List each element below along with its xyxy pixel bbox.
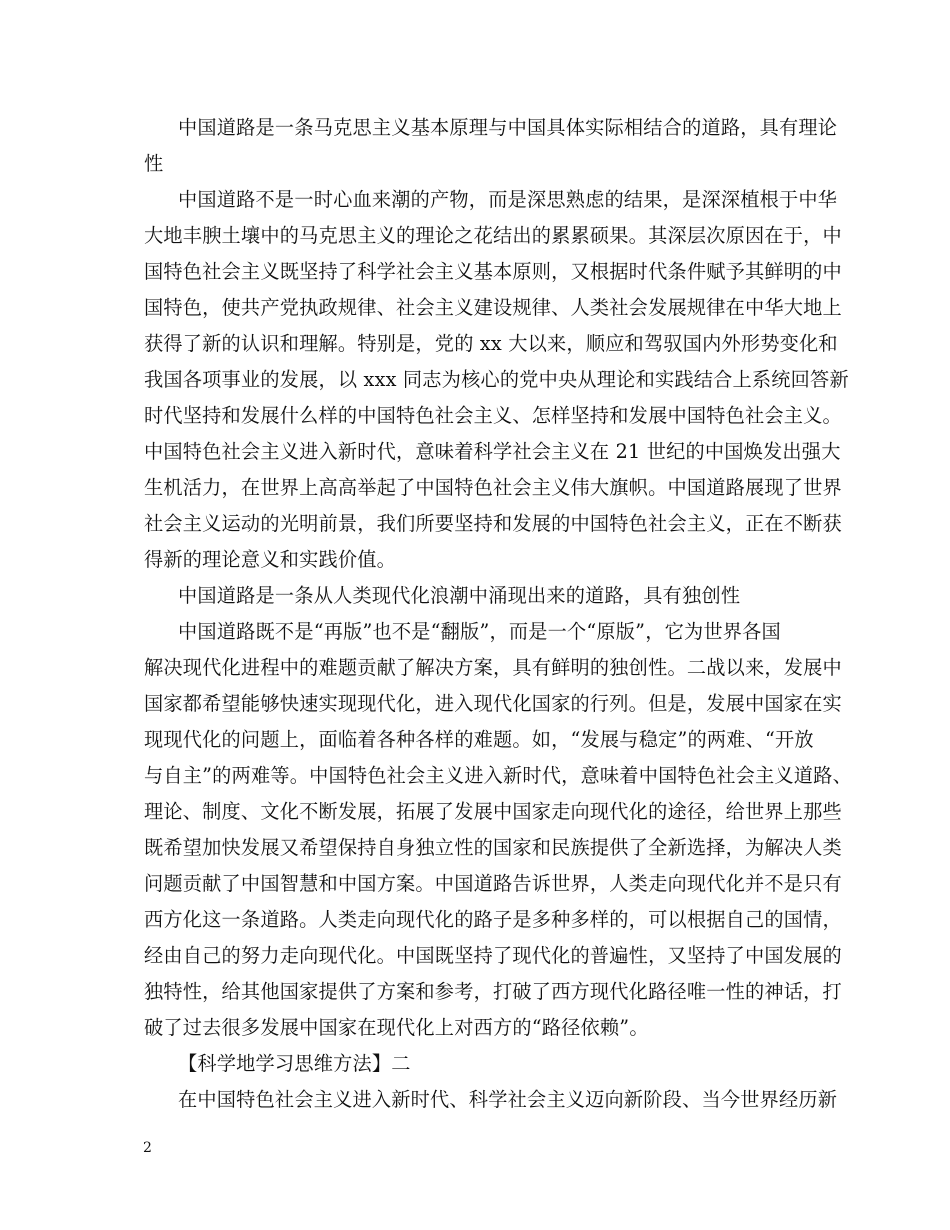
text-line: 中国道路是一条从人类现代化浪潮中涌现出来的道路，具有独创性	[178, 584, 741, 607]
text-line: 中国特色社会主义进入新时代，意味着科学社会主义在 21 世纪的中国焕发出强大	[144, 440, 841, 463]
text-line: 大地丰腴土壤中的马克思主义的理论之花结出的累累硕果。其深层次原因在于，中	[144, 224, 842, 247]
text-line: 性	[144, 152, 164, 175]
text-line: 中国道路不是一时心血来潮的产物，而是深思熟虑的结果，是深深植根于中华	[178, 188, 838, 211]
document-body	[144, 110, 852, 1118]
text-line: 在中国特色社会主义进入新时代、科学社会主义迈向新阶段、当今世界经历新	[178, 1088, 838, 1111]
text-line: 国特色，使共产党执政规律、社会主义建设规律、人类社会发展规律在中华大地上	[144, 296, 842, 319]
text-line: 与自主”的两难等。中国特色社会主义进入新时代，意味着中国特色社会主义道路、	[144, 764, 852, 787]
text-line: 国特色社会主义既坚持了科学社会主义基本原则，又根据时代条件赋予其鲜明的中	[144, 260, 842, 283]
text-line: 破了过去很多发展中国家在现代化上对西方的“路径依赖”。	[144, 1016, 649, 1039]
text-line: 社会主义运动的光明前景，我们所要坚持和发展的中国特色社会主义，正在不断获	[144, 512, 842, 535]
text-line: 西方化这一条道路。人类走向现代化的路子是多种多样的，可以根据自己的国情，	[144, 908, 842, 931]
page-number: 2	[143, 1140, 152, 1156]
text-line: 经由自己的努力走向现代化。中国既坚持了现代化的普遍性，又坚持了中国发展的	[144, 944, 842, 967]
text-line: 解决现代化进程中的难题贡献了解决方案，具有鲜明的独创性。二战以来，发展中	[144, 656, 842, 679]
text-line: 中国道路是一条马克思主义基本原理与中国具体实际相结合的道路，具有理论	[178, 116, 838, 139]
text-line: 获得了新的认识和理解。特别是，党的 xx 大以来，顺应和驾驭国内外形势变化和	[144, 332, 838, 355]
text-line: 国家都希望能够快速实现现代化，进入现代化国家的行列。但是，发展中国家在实	[144, 692, 842, 715]
text-line: 理论、制度、文化不断发展，拓展了发展中国家走向现代化的途径，给世界上那些	[144, 800, 842, 823]
text-line: 【科学地学习思维方法】二	[178, 1052, 411, 1075]
text-line: 生机活力，在世界上高高举起了中国特色社会主义伟大旗帜。中国道路展现了世界	[144, 476, 842, 499]
text-line: 问题贡献了中国智慧和中国方案。中国道路告诉世界，人类走向现代化并不是只有	[144, 872, 842, 895]
text-line: 既希望加快发展又希望保持自身独立性的国家和民族提供了全新选择，为解决人类	[144, 836, 842, 859]
text-line: 时代坚持和发展什么样的中国特色社会主义、怎样坚持和发展中国特色社会主义。	[144, 404, 842, 427]
text-line: 中国道路既不是“再版”也不是“翻版”，而是一个“原版”，它为世界各国	[178, 620, 781, 643]
text-line: 得新的理论意义和实践价值。	[144, 548, 397, 571]
text-line: 现现代化的问题上，面临着各种各样的难题。如，“发展与稳定”的两难、“开放	[144, 728, 814, 751]
text-line: 我国各项事业的发展，以 xxx 同志为核心的党中央从理论和实践结合上系统回答新	[144, 368, 849, 391]
text-line: 独特性，给其他国家提供了方案和参考，打破了西方现代化路径唯一性的神话，打	[144, 980, 842, 1003]
